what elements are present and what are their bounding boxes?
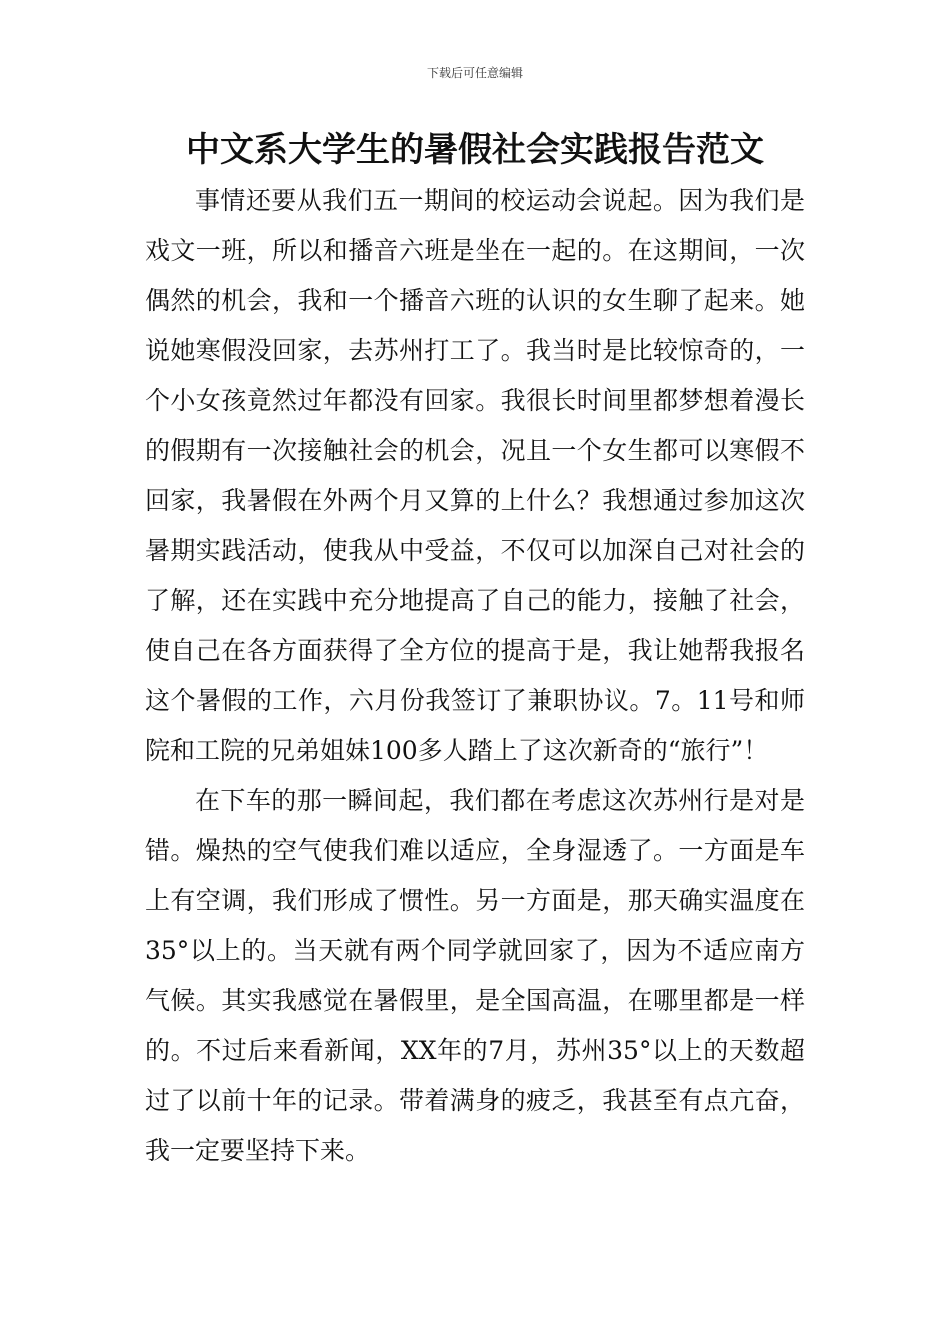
paragraph-2: 在下车的那一瞬间起，我们都在考虑这次苏州行是对是错。燥热的空气使我们难以适应，全身湿透了。一方面是车上有空调，我们形成了惯性。另一方面是，那天确实温度在35°以上的。当天就有两个同学就回家了，因为不适应南方气候。其实我感觉在暑假里，是全国高温，在哪里都是一样的。不过后来看新闻，XX年的7月，苏州35°以上的天数超过了以前十年的记录。带着满身的疲乏，我甚至有点亢奋，我一定要坚持下来。 <box>145 786 805 1165</box>
header-note: 下载后可任意编辑 <box>426 66 523 80</box>
document-body <box>145 176 805 1176</box>
paragraph-1: 事情还要从我们五一期间的校运动会说起。因为我们是戏文一班，所以和播音六班是坐在一起的。在这期间，一次偶然的机会，我和一个播音六班的认识的女生聊了起来。她说她寒假没回家，去苏州打工了。我当时是比较惊奇的，一个小女孩竟然过年都没有回家。我很长时间里都梦想着漫长的假期有一次接触社会的机会，况且一个女生都可以寒假不回家，我暑假在外两个月又算的上什么？我想通过参加这次暑期实践活动，使我从中受益，不仅可以加深自己对社会的了解，还在实践中充分地提高了自己的能力，接触了社会，使自己在各方面获得了全方位的提高于是，我让她帮我报名这个暑假的工作，六月份我签订了兼职协议。7。11号和师院和工院的兄弟姐妹100多人踏上了这次新奇的“旅行”！ <box>145 186 805 765</box>
document-title: 中文系大学生的暑假社会实践报告范文 <box>186 130 764 170</box>
